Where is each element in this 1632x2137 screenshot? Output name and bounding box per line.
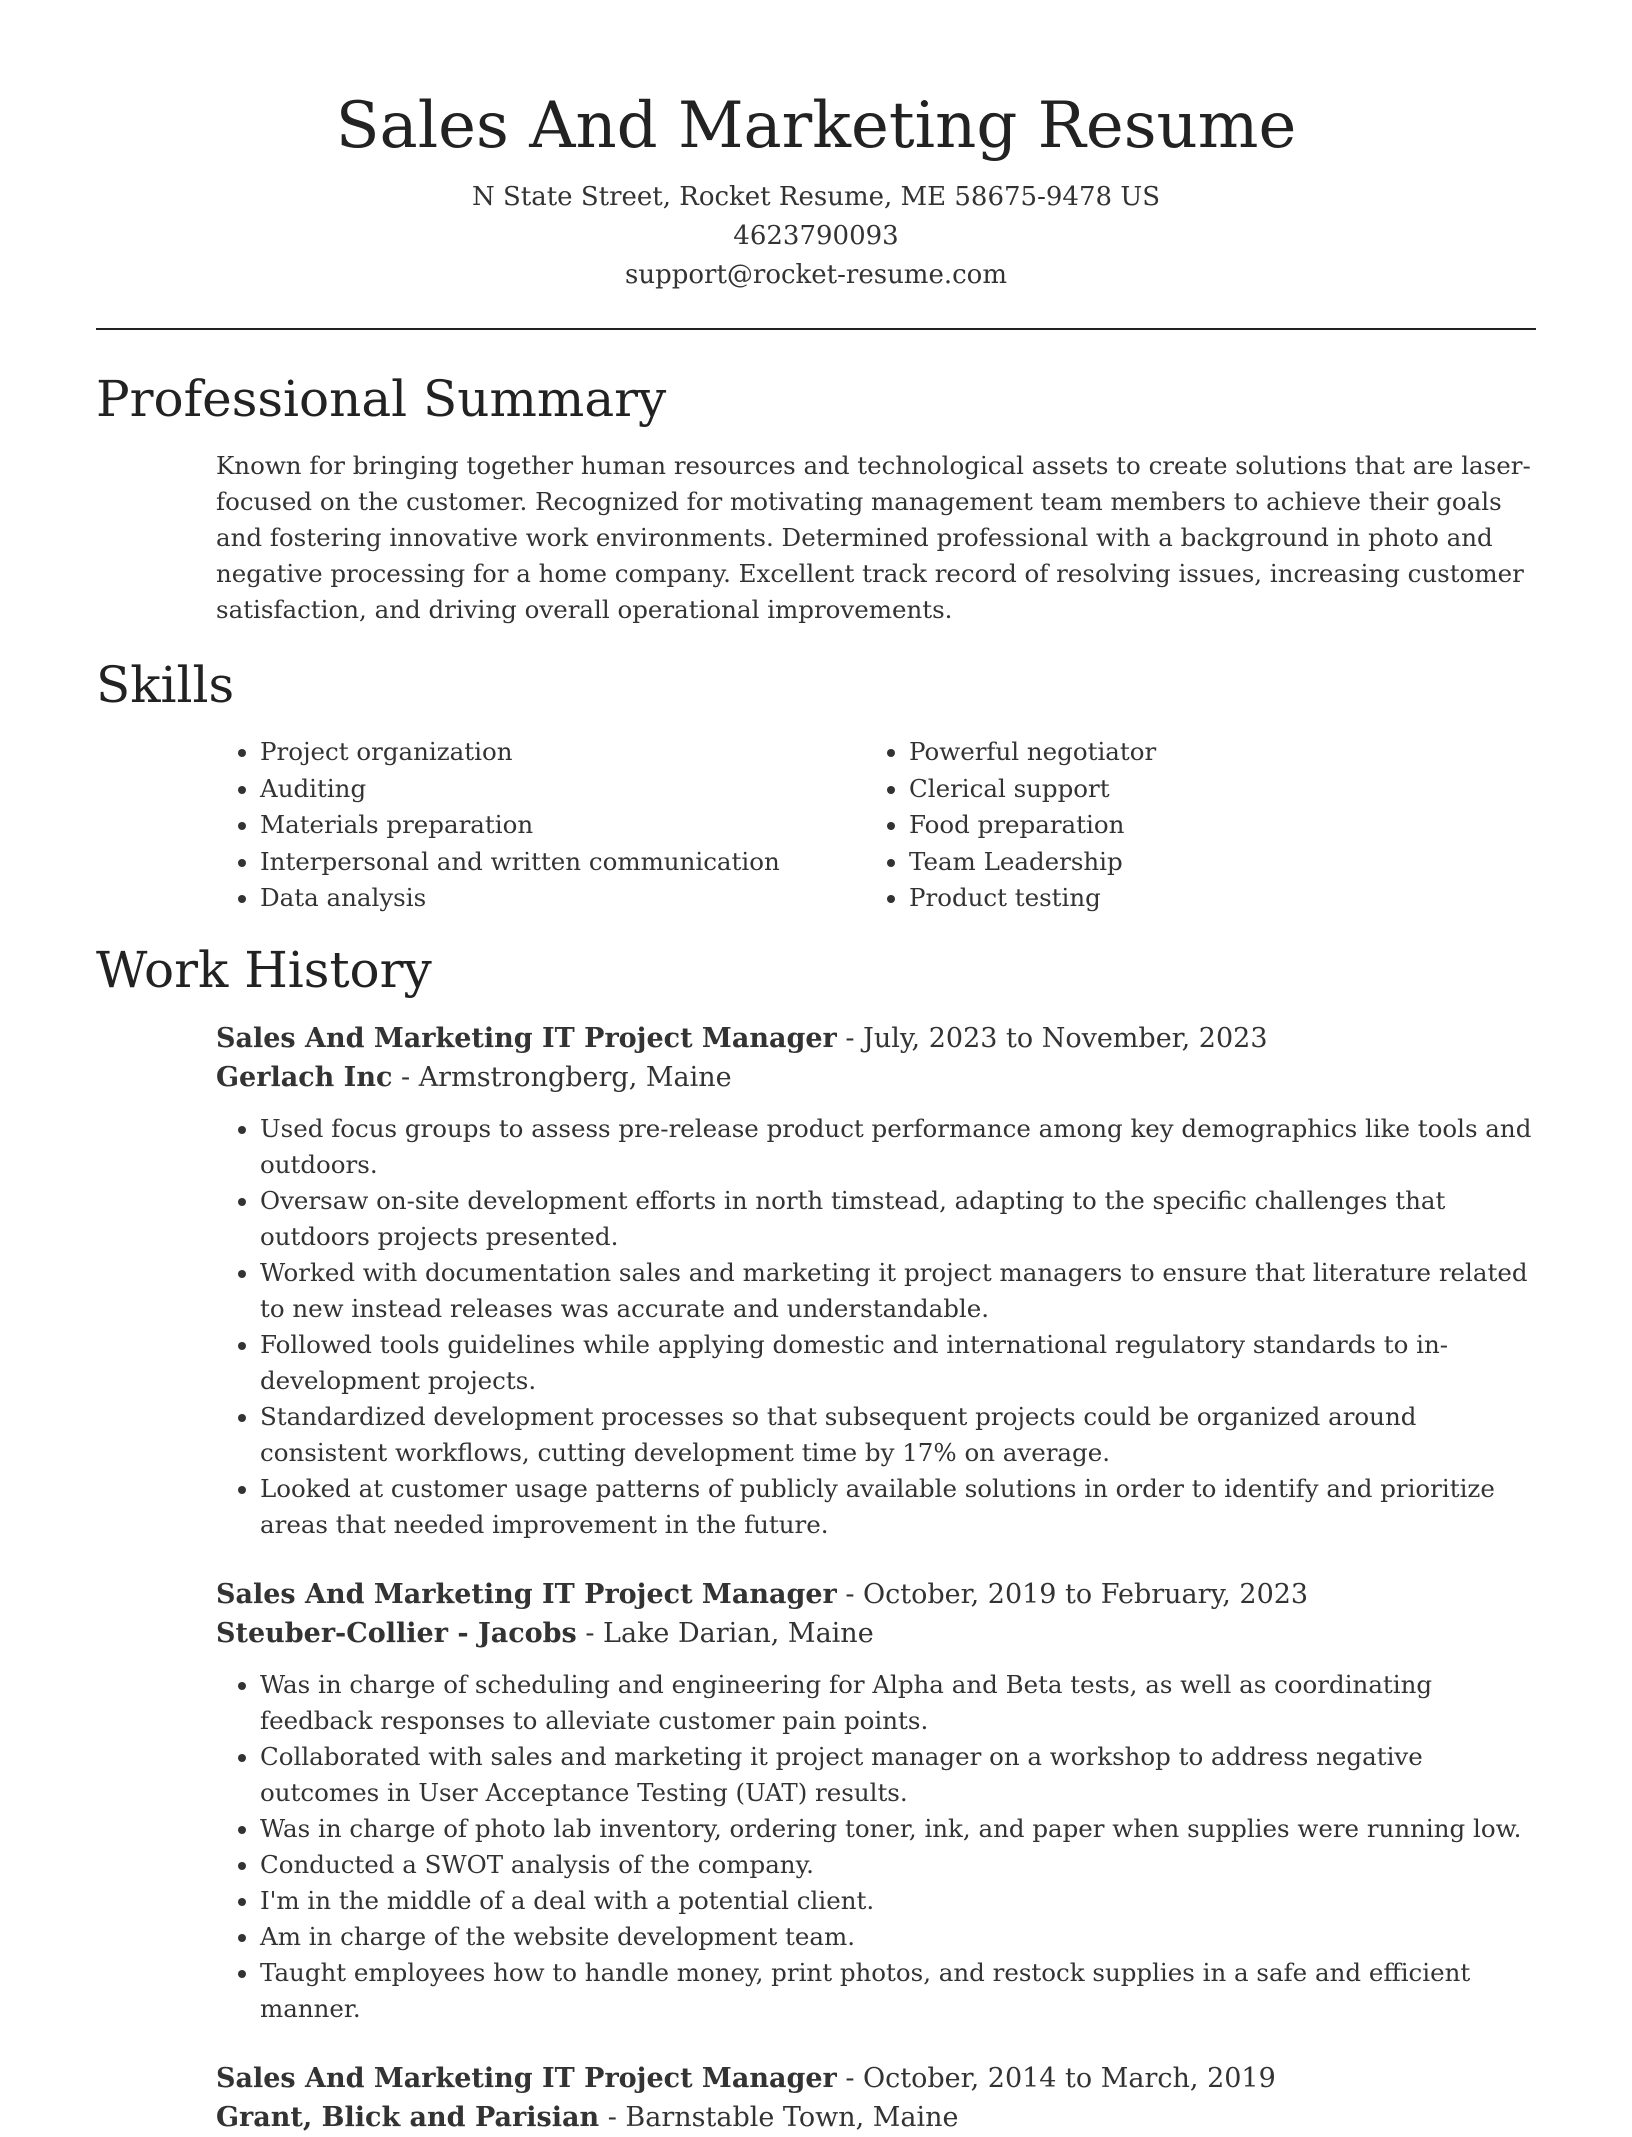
section-title-summary: Professional Summary [96,370,667,428]
job-bullet: • Worked with documentation sales and marketing it project managers to ensure that literature related to new instead releases was accurate and understandable. [260,1255,1536,1327]
resume-title: Sales And Marketing Resume [335,89,1297,163]
job-company: Grant, Blick and Parisian [216,2101,600,2133]
skill-item: • Clerical support [909,771,1514,808]
job-dates: October, 2019 to February, 2023 [863,1578,1309,1610]
job-entry [216,2059,1536,2137]
job-bullet: • Looked at customer usage patterns of publicly available solutions in order to identify and prioritize areas that needed improvement in the future. [260,1471,1536,1543]
job-role: Sales And Marketing IT Project Manager [216,1022,837,1054]
job-employer [216,2098,1536,2137]
separator: - [836,1578,864,1610]
separator: - [836,1022,864,1054]
job-role: Sales And Marketing IT Project Manager [216,1578,837,1610]
separator: - [836,2062,864,2094]
job-location: Barnstable Town, Maine [625,2101,959,2133]
contact-address: N State Street, Rocket Resume, ME 58675-9478 US [471,182,1161,212]
job-dates: October, 2014 to March, 2019 [863,2062,1276,2094]
job-company: Steuber-Collier - Jacobs [216,1617,577,1649]
job-bullet: • I'm in the middle of a deal with a potential client. [260,1883,1536,1919]
job-employer [216,1614,1536,1653]
job-bullets [216,1667,1536,2027]
job-dates: July, 2023 to November, 2023 [863,1022,1268,1054]
job-bullet: • Oversaw on-site development efforts in north timstead, adapting to the specific challenges that outdoors projects presented. [260,1183,1536,1255]
resume-page [96,0,1536,2137]
skill-item: • Auditing [260,771,865,808]
skill-item: • Product testing [909,880,1514,917]
job-bullet: • Standardized development processes so that subsequent projects could be organized around consistent workflows, cutting development time by 17% on average. [260,1399,1536,1471]
skill-item: • Team Leadership [909,844,1514,881]
skills-list-right [865,734,1514,917]
summary-text: Known for bringing together human resources and technological assets to create solutions that are laser-focused on the customer. Recognized for motivating management team members to achieve their goals and fostering innovative work environments. Determined professional with a background in photo and negative processing for a home company. Excellent track record of resolving issues, increasing customer satisfaction, and driving overall operational improvements. [216,451,1531,624]
job-bullet: • Collaborated with sales and marketing it project manager on a workshop to address negative outcomes in User Acceptance Testing (UAT) results. [260,1739,1536,1811]
job-heading [216,1019,1536,1058]
separator: - [576,1617,604,1649]
job-bullet: • Am in charge of the website development team. [260,1919,1536,1955]
skill-item: • Project organization [260,734,865,771]
skills-list-left [216,734,865,917]
contact-phone: 4623790093 [733,221,899,251]
separator: - [599,2101,626,2133]
job-entry [216,1019,1536,1543]
section-title-work-history: Work History [96,940,432,999]
skill-item: • Food preparation [909,807,1514,844]
skill-item: • Materials preparation [260,807,865,844]
job-heading [216,2059,1536,2098]
job-bullet: • Taught employees how to handle money, print photos, and restock supplies in a safe and efficient manner. [260,1955,1536,2027]
section-title-skills: Skills [96,656,235,714]
job-employer [216,1058,1536,1097]
job-bullet: • Was in charge of scheduling and engineering for Alpha and Beta tests, as well as coordinating feedback responses to alleviate customer pain points. [260,1667,1536,1739]
job-bullet: • Was in charge of photo lab inventory, ordering toner, ink, and paper when supplies were running low. [260,1811,1536,1847]
contact-email: support@rocket-resume.com [624,260,1007,290]
job-bullet: • Used focus groups to assess pre-release product performance among key demographics like tools and outdoors. [260,1111,1536,1183]
skill-item: • Data analysis [260,880,865,917]
job-bullet: • Followed tools guidelines while applying domestic and international regulatory standards to in-development projects. [260,1327,1536,1399]
skills-grid [216,734,1536,917]
job-entry [216,1575,1536,2027]
job-bullet: • Conducted a SWOT analysis of the company. [260,1847,1536,1883]
skill-item: • Powerful negotiator [909,734,1514,771]
contact-block [96,178,1536,295]
job-heading [216,1575,1536,1614]
job-role: Sales And Marketing IT Project Manager [216,2062,837,2094]
header-divider [96,328,1536,330]
skill-item: • Interpersonal and written communication [260,844,865,881]
job-bullets [216,1111,1536,1543]
job-location: Armstrongberg, Maine [418,1061,732,1093]
separator: - [392,1061,419,1093]
job-company: Gerlach Inc [216,1061,393,1093]
job-location: Lake Darian, Maine [603,1617,874,1649]
